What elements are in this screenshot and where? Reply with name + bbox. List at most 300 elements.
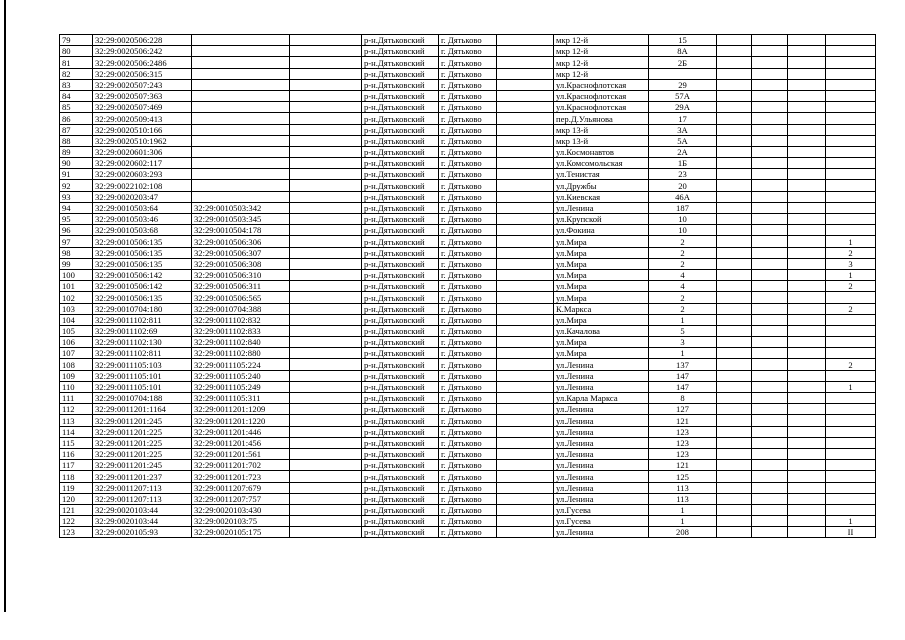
cell-house-number [649,68,717,79]
cell-object-type [290,68,362,79]
table-row [60,482,876,493]
cell-building [717,225,752,236]
cell-street: ул.Ленина [554,482,649,493]
cell-flat-number [826,493,876,504]
cell-room [788,214,826,225]
cell-house-number: 3 [649,337,717,348]
cell-house-number: 121 [649,460,717,471]
cell-street: ул.Ленина [554,460,649,471]
cell-row-number: 87 [60,124,93,135]
cell-flat-number [826,158,876,169]
cell-building [717,102,752,113]
cell-object-type [290,292,362,303]
cell-row-number: 105 [60,325,93,336]
cell-flat-number: 2 [826,303,876,314]
table-row [60,516,876,527]
cell-house-number: 137 [649,359,717,370]
cell-structure [752,460,788,471]
cell-cadastral-number-building [192,135,290,146]
cell-cadastral-number-building [192,79,290,90]
cell-building [717,281,752,292]
cell-structure [752,448,788,459]
cell-cadastral-number-land: 32:29:0020510:1962 [93,135,192,146]
cell-flat-number [826,348,876,359]
cell-row-number: 88 [60,135,93,146]
cell-object-type [290,146,362,157]
cell-street: ул.Ленина [554,415,649,426]
cell-object-type [290,135,362,146]
cell-row-number: 118 [60,471,93,482]
cell-house-number: 1 [649,348,717,359]
cell-house-number: 1Б [649,158,717,169]
cell-building [717,258,752,269]
cell-city: г. Дятьково [439,46,497,57]
cell-district: р-н.Дятьковский [362,381,439,392]
cell-object-type [290,370,362,381]
cell-structure [752,247,788,258]
cell-cadastral-number-building: 32:29:0011105:224 [192,359,290,370]
cell-structure [752,281,788,292]
cell-settlement [497,135,554,146]
cell-district: р-н.Дятьковский [362,214,439,225]
table-row [60,437,876,448]
cell-cadastral-number-land: 32:29:0020103:44 [93,516,192,527]
cell-room [788,325,826,336]
cell-district: р-н.Дятьковский [362,124,439,135]
table-row [60,46,876,57]
cell-cadastral-number-building: 32:29:0011201:1220 [192,415,290,426]
table-row [60,527,876,538]
cell-structure [752,225,788,236]
cell-object-type [290,258,362,269]
table-row [60,325,876,336]
cell-row-number: 113 [60,415,93,426]
cell-object-type [290,504,362,515]
cell-city: г. Дятьково [439,158,497,169]
cell-street: ул.Ленина [554,437,649,448]
cell-house-number: 2А [649,146,717,157]
cell-row-number: 79 [60,35,93,46]
cell-room [788,359,826,370]
cell-row-number: 99 [60,258,93,269]
cell-cadastral-number-land: 32:29:0011105:101 [93,381,192,392]
cell-street: ул.Краснофлотская [554,102,649,113]
cell-building [717,35,752,46]
table-row [60,292,876,303]
cell-cadastral-number-land: 32:29:0011201:245 [93,460,192,471]
cell-city: г. Дятьково [439,281,497,292]
cell-row-number: 122 [60,516,93,527]
cell-settlement [497,46,554,57]
cell-building [717,426,752,437]
cell-structure [752,482,788,493]
cell-street: ул.Ленина [554,370,649,381]
cell-building [717,46,752,57]
cell-object-type [290,482,362,493]
cell-district: р-н.Дятьковский [362,516,439,527]
cell-room [788,281,826,292]
cell-district: р-н.Дятьковский [362,68,439,79]
cell-city: г. Дятьково [439,471,497,482]
cell-settlement [497,35,554,46]
cell-structure [752,269,788,280]
cell-street: ул.Комсомольская [554,158,649,169]
cell-settlement [497,471,554,482]
cell-room [788,57,826,68]
cell-district: р-н.Дятьковский [362,504,439,515]
cell-cadastral-number-building: 32:29:0010506:306 [192,236,290,247]
cell-flat-number [826,68,876,79]
cell-cadastral-number-land: 32:29:0010503:46 [93,214,192,225]
cell-building [717,337,752,348]
cell-house-number: 4 [649,281,717,292]
cell-flat-number [826,146,876,157]
cell-house-number: 2 [649,292,717,303]
cell-house-number: 1 [649,504,717,515]
cell-row-number: 81 [60,57,93,68]
table-row [60,146,876,157]
cell-building [717,460,752,471]
cell-flat-number: 1 [826,236,876,247]
cell-district: р-н.Дятьковский [362,146,439,157]
cell-structure [752,258,788,269]
cell-cadastral-number-building: 32:29:0010503:345 [192,214,290,225]
cell-object-type [290,236,362,247]
cell-row-number: 94 [60,202,93,213]
cell-room [788,426,826,437]
cell-cadastral-number-land: 32:29:0010503:68 [93,225,192,236]
cell-row-number: 110 [60,381,93,392]
cell-row-number: 104 [60,314,93,325]
cell-street: ул.Дружбы [554,180,649,191]
cell-house-number: 23 [649,169,717,180]
cell-district: р-н.Дятьковский [362,393,439,404]
cell-object-type [290,516,362,527]
cell-settlement [497,124,554,135]
cell-building [717,191,752,202]
cell-cadastral-number-building: 32:29:0010506:565 [192,292,290,303]
cell-structure [752,359,788,370]
cell-row-number: 91 [60,169,93,180]
cell-room [788,303,826,314]
table-row [60,214,876,225]
table-row [60,471,876,482]
cell-flat-number [826,135,876,146]
cell-row-number: 107 [60,348,93,359]
cell-building [717,214,752,225]
cell-street: ул.Космонавтов [554,146,649,157]
cell-structure [752,325,788,336]
cell-building [717,236,752,247]
cell-room [788,471,826,482]
table-row [60,57,876,68]
table-row [60,158,876,169]
cell-district: р-н.Дятьковский [362,325,439,336]
cell-room [788,225,826,236]
cell-building [717,527,752,538]
cell-room [788,68,826,79]
cell-settlement [497,68,554,79]
cell-structure [752,102,788,113]
cell-cadastral-number-building: 32:29:0010504:178 [192,225,290,236]
cell-street: мкр 12-й [554,46,649,57]
table-row [60,90,876,101]
cell-city: г. Дятьково [439,516,497,527]
cell-structure [752,337,788,348]
cell-cadastral-number-land: 32:29:0011105:101 [93,370,192,381]
cell-flat-number [826,124,876,135]
cell-district: р-н.Дятьковский [362,258,439,269]
cell-cadastral-number-land: 32:29:0020507:363 [93,90,192,101]
cell-settlement [497,493,554,504]
cell-room [788,370,826,381]
cell-structure [752,35,788,46]
cell-row-number: 98 [60,247,93,258]
cell-house-number: 2 [649,247,717,258]
cell-city: г. Дятьково [439,124,497,135]
cell-building [717,146,752,157]
table-row [60,426,876,437]
cell-structure [752,527,788,538]
cell-cadastral-number-land: 32:29:0020506:2486 [93,57,192,68]
cell-house-number: 4 [649,269,717,280]
cell-row-number: 108 [60,359,93,370]
cell-room [788,437,826,448]
cell-flat-number: 1 [826,516,876,527]
cell-row-number: 95 [60,214,93,225]
cell-district: р-н.Дятьковский [362,493,439,504]
cell-structure [752,158,788,169]
cell-cadastral-number-building [192,46,290,57]
cell-object-type [290,325,362,336]
cell-cadastral-number-land: 32:29:0022102:108 [93,180,192,191]
cell-city: г. Дятьково [439,325,497,336]
cell-city: г. Дятьково [439,426,497,437]
cell-house-number: 123 [649,448,717,459]
cell-row-number: 80 [60,46,93,57]
cell-settlement [497,437,554,448]
cell-room [788,448,826,459]
cell-cadastral-number-land: 32:29:0011201:245 [93,415,192,426]
cell-cadastral-number-land: 32:29:0011201:1164 [93,404,192,415]
cell-district: р-н.Дятьковский [362,57,439,68]
table-row [60,404,876,415]
cell-room [788,269,826,280]
cell-city: г. Дятьково [439,169,497,180]
cell-flat-number [826,471,876,482]
cell-room [788,493,826,504]
cell-house-number: 10 [649,225,717,236]
cell-settlement [497,102,554,113]
cell-house-number: 2 [649,303,717,314]
cell-row-number: 111 [60,393,93,404]
cell-object-type [290,113,362,124]
cell-cadastral-number-land: 32:29:0020507:469 [93,102,192,113]
cell-room [788,135,826,146]
cell-street: ул.Ленина [554,448,649,459]
cell-city: г. Дятьково [439,247,497,258]
cell-building [717,348,752,359]
cell-settlement [497,325,554,336]
cell-row-number: 123 [60,527,93,538]
cell-structure [752,426,788,437]
cell-structure [752,370,788,381]
cell-structure [752,191,788,202]
cell-building [717,448,752,459]
cell-street: ул.Ленина [554,359,649,370]
cell-district: р-н.Дятьковский [362,303,439,314]
cell-cadastral-number-land: 32:29:0010506:142 [93,281,192,292]
cell-street: ул.Ленина [554,202,649,213]
cell-district: р-н.Дятьковский [362,426,439,437]
cell-street: ул.Качалова [554,325,649,336]
table-row [60,225,876,236]
table-row [60,370,876,381]
cell-cadastral-number-land: 32:29:0011201:225 [93,448,192,459]
cell-cadastral-number-land: 32:29:0010704:180 [93,303,192,314]
cell-district: р-н.Дятьковский [362,202,439,213]
cell-house-number: 187 [649,202,717,213]
cell-row-number: 92 [60,180,93,191]
cell-city: г. Дятьково [439,214,497,225]
cell-district: р-н.Дятьковский [362,404,439,415]
cell-street: ул.Мира [554,236,649,247]
cell-row-number: 116 [60,448,93,459]
cell-building [717,482,752,493]
cell-settlement [497,504,554,515]
cell-flat-number [826,79,876,90]
cell-row-number: 120 [60,493,93,504]
cell-structure [752,404,788,415]
cell-street: ул.Мира [554,337,649,348]
cell-room [788,169,826,180]
cell-cadastral-number-land: 32:29:0011207:113 [93,482,192,493]
cell-flat-number [826,482,876,493]
table-row [60,504,876,515]
cell-cadastral-number-building: 32:29:0011105:311 [192,393,290,404]
cell-cadastral-number-building: 32:29:0011207:757 [192,493,290,504]
cell-street: ул.Киевская [554,191,649,202]
cell-street: мкр 13-й [554,135,649,146]
cell-structure [752,516,788,527]
cell-row-number: 96 [60,225,93,236]
cell-house-number: 29 [649,79,717,90]
cell-house-number: 127 [649,404,717,415]
cell-structure [752,146,788,157]
cell-city: г. Дятьково [439,348,497,359]
cell-building [717,247,752,258]
cell-street: мкр 12-й [554,68,649,79]
table-row [60,180,876,191]
cell-structure [752,90,788,101]
cell-cadastral-number-land: 32:29:0011102:130 [93,337,192,348]
cell-object-type [290,348,362,359]
cell-structure [752,202,788,213]
table-row [60,258,876,269]
cell-object-type [290,527,362,538]
cell-row-number: 119 [60,482,93,493]
cell-settlement [497,158,554,169]
cell-structure [752,493,788,504]
cell-city: г. Дятьково [439,404,497,415]
cell-house-number: 121 [649,415,717,426]
cell-building [717,381,752,392]
cell-flat-number: 2 [826,359,876,370]
cell-cadastral-number-land: 32:29:0010506:142 [93,269,192,280]
cell-city: г. Дятьково [439,370,497,381]
cell-settlement [497,404,554,415]
cell-building [717,269,752,280]
cell-settlement [497,90,554,101]
cell-building [717,79,752,90]
cell-room [788,35,826,46]
cell-room [788,79,826,90]
cell-room [788,90,826,101]
cell-street: ул.Крупской [554,214,649,225]
cell-cadastral-number-building: 32:29:0020103:430 [192,504,290,515]
cell-room [788,236,826,247]
cell-street: ул.Краснофлотская [554,90,649,101]
cell-cadastral-number-building: 32:29:0010506:308 [192,258,290,269]
cell-room [788,247,826,258]
cell-row-number: 114 [60,426,93,437]
cell-room [788,158,826,169]
cell-cadastral-number-building: 32:29:0011201:723 [192,471,290,482]
cell-cadastral-number-land: 32:29:0020103:44 [93,504,192,515]
cell-district: р-н.Дятьковский [362,348,439,359]
cell-city: г. Дятьково [439,460,497,471]
cell-row-number: 112 [60,404,93,415]
cell-row-number: 101 [60,281,93,292]
cell-house-number: 15 [649,35,717,46]
cell-cadastral-number-land: 32:29:0020603:293 [93,169,192,180]
cell-cadastral-number-building: 32:29:0011102:880 [192,348,290,359]
cell-flat-number: 3 [826,258,876,269]
cell-house-number: 8А [649,46,717,57]
cell-flat-number [826,90,876,101]
cell-cadastral-number-building: 32:29:0011102:840 [192,337,290,348]
cell-object-type [290,46,362,57]
cell-settlement [497,258,554,269]
cell-settlement [497,393,554,404]
registry-table [59,34,876,538]
table-row [60,79,876,90]
cell-building [717,393,752,404]
cell-flat-number [826,180,876,191]
cell-house-number: 2 [649,236,717,247]
cell-district: р-н.Дятьковский [362,460,439,471]
cell-object-type [290,225,362,236]
cell-city: г. Дятьково [439,303,497,314]
cell-street: мкр 12-й [554,35,649,46]
table-row [60,460,876,471]
cell-settlement [497,370,554,381]
cell-flat-number [826,460,876,471]
cell-settlement [497,202,554,213]
cell-settlement [497,180,554,191]
table-row [60,314,876,325]
cell-street: ул.Ленина [554,471,649,482]
cell-settlement [497,146,554,157]
cell-city: г. Дятьково [439,314,497,325]
cell-street: ул.Мира [554,314,649,325]
cell-house-number: 208 [649,527,717,538]
cell-building [717,314,752,325]
cell-building [717,516,752,527]
cell-building [717,325,752,336]
cell-cadastral-number-land: 32:29:0020506:315 [93,68,192,79]
cell-building [717,135,752,146]
